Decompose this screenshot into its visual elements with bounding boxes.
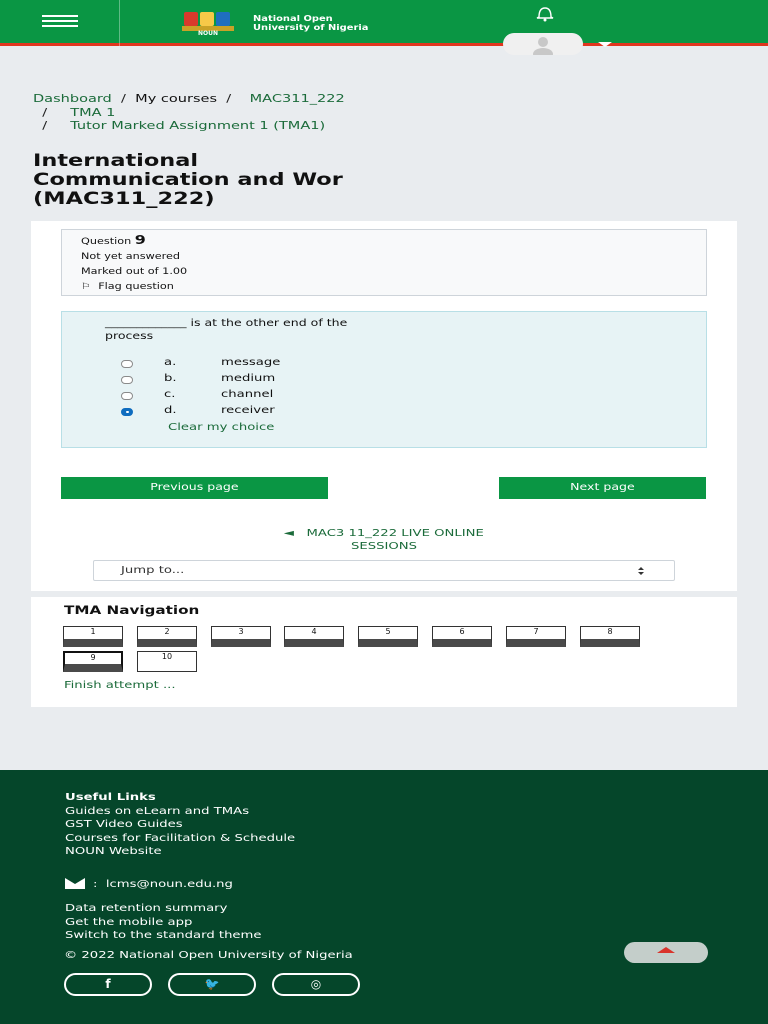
previous-activity-link[interactable] <box>31 527 737 553</box>
footer-link-label: NOUN Website <box>65 846 162 857</box>
breadcrumb-separator: / <box>42 119 48 132</box>
clear-choice-label: Clear my choice <box>168 422 275 433</box>
email-link[interactable]: lcms@noun.edu.ng <box>105 878 233 890</box>
footer-link-label: Data retention summary <box>65 903 228 914</box>
footer <box>0 770 768 1024</box>
question-prompt-line-1: _____________ is at the other end of the <box>105 318 348 329</box>
breadcrumb-tma[interactable]: TMA 1 <box>70 105 116 119</box>
chevron-down-icon[interactable] <box>598 42 612 47</box>
footer-link[interactable] <box>65 845 239 859</box>
page-title-line-1: International <box>33 151 199 171</box>
page-title-line-3: (MAC311_222) <box>33 189 215 209</box>
flag-question-label: Flag question <box>98 282 174 292</box>
facebook-icon[interactable]: f <box>64 973 152 996</box>
question-text-panel <box>61 311 707 448</box>
next-page-label: Next page <box>570 482 635 493</box>
user-avatar-icon[interactable] <box>503 33 583 55</box>
brand-name <box>253 14 369 32</box>
footer-link[interactable] <box>65 818 239 832</box>
footer-link-label: Courses for Facilitation & Schedule <box>65 832 296 844</box>
question-nav-button-current[interactable]: 9 <box>63 651 123 672</box>
next-page-button[interactable] <box>499 477 706 499</box>
previous-activity-line-2: SESSIONS <box>350 541 418 552</box>
footer-link[interactable] <box>65 832 296 846</box>
logo-text: NOUN <box>197 30 219 36</box>
finish-attempt-link[interactable] <box>64 680 176 691</box>
brand-line-2: University of Nigeria <box>253 23 369 32</box>
answer-letter: a. <box>164 357 177 368</box>
useful-links-heading: Useful Links <box>65 792 156 803</box>
clear-choice-link[interactable] <box>168 422 275 433</box>
footer-link[interactable] <box>65 916 214 930</box>
hamburger-icon[interactable] <box>42 15 78 29</box>
brand-line-1: National Open <box>253 14 333 23</box>
question-nav-button[interactable]: 4 <box>284 626 344 647</box>
footer-link[interactable] <box>65 805 250 819</box>
footer-link-label: GST Video Guides <box>65 819 183 830</box>
breadcrumb <box>33 92 345 133</box>
noun-logo[interactable] <box>178 10 238 36</box>
instagram-icon[interactable]: ◎ <box>272 973 360 996</box>
bell-icon[interactable] <box>527 4 563 22</box>
question-nav-button[interactable]: 10 <box>137 651 197 672</box>
question-nav-button[interactable]: 2 <box>137 626 197 647</box>
question-prompt <box>105 317 665 343</box>
breadcrumb-course[interactable]: MAC311_222 <box>249 92 345 105</box>
radio-button[interactable] <box>121 392 133 400</box>
question-nav-button[interactable]: 3 <box>211 626 271 647</box>
question-info <box>61 229 707 296</box>
answer-text: message <box>221 357 281 368</box>
select-arrows-icon <box>636 566 646 576</box>
top-navbar <box>0 0 768 46</box>
question-nav-button[interactable]: 8 <box>580 626 640 647</box>
breadcrumb-separator: / <box>226 92 232 105</box>
jump-to-select[interactable] <box>93 560 675 581</box>
answer-letter: d. <box>164 405 177 416</box>
question-number: 9 <box>134 233 146 247</box>
navbar-divider <box>119 0 120 46</box>
footer-link-label: Get the mobile app <box>65 916 193 928</box>
finish-attempt-label: Finish attempt ... <box>64 680 176 691</box>
flag-icon: ⚐ <box>81 282 92 292</box>
footer-link[interactable] <box>65 929 262 943</box>
footer-link-label: Switch to the standard theme <box>65 930 262 941</box>
breadcrumb-my-courses[interactable]: My courses <box>135 92 218 105</box>
tma-navigation-block <box>31 597 737 707</box>
jump-to-value: Jump to... <box>121 565 185 576</box>
breadcrumb-separator: / <box>121 92 126 105</box>
previous-page-label: Previous page <box>150 482 239 493</box>
page-title <box>33 151 343 209</box>
back-arrow-icon: ◄ <box>283 528 295 539</box>
answer-text: receiver <box>221 405 275 416</box>
contact-email <box>65 878 233 890</box>
tma-navigation-title-text: TMA Navigation <box>64 603 200 617</box>
footer-link[interactable] <box>65 902 228 916</box>
answer-letter: c. <box>164 389 176 400</box>
radio-button-selected[interactable] <box>121 408 133 416</box>
question-status: Not yet answered <box>81 252 181 262</box>
twitter-icon[interactable]: 🐦 <box>168 973 256 996</box>
breadcrumb-assignment[interactable]: Tutor Marked Assignment 1 (TMA1) <box>70 119 326 132</box>
flag-question-link[interactable] <box>81 280 706 295</box>
question-nav-button[interactable]: 1 <box>63 626 123 647</box>
footer-link-label: Guides on eLearn and TMAs <box>65 805 250 817</box>
previous-activity-line-1: MAC3 11_222 LIVE ONLINE <box>306 528 485 539</box>
question-prompt-line-2: process <box>105 331 154 342</box>
back-to-top-button[interactable] <box>624 942 708 963</box>
footer-secondary-links <box>65 902 262 943</box>
radio-button[interactable] <box>121 360 133 368</box>
email-label: : <box>93 878 98 890</box>
question-card <box>31 221 737 591</box>
breadcrumb-dashboard[interactable]: Dashboard <box>33 92 112 105</box>
question-nav-button[interactable]: 6 <box>432 626 492 647</box>
copyright-text: © 2022 National Open University of Nigeria <box>64 950 353 961</box>
tma-navigation-title <box>64 603 200 617</box>
page-title-line-2: Communication and Wor <box>33 170 343 190</box>
answer-letter: b. <box>164 373 177 384</box>
answer-text: channel <box>221 389 274 400</box>
question-nav-button[interactable]: 5 <box>358 626 418 647</box>
previous-page-button[interactable] <box>61 477 328 499</box>
question-label: Question <box>81 237 132 247</box>
question-marks: Marked out of 1.00 <box>81 267 188 277</box>
breadcrumb-separator: / <box>42 105 48 119</box>
useful-links <box>65 791 296 859</box>
envelope-icon <box>65 878 85 889</box>
copyright <box>64 950 353 961</box>
question-nav-button[interactable]: 7 <box>506 626 566 647</box>
answer-text: medium <box>221 373 276 384</box>
radio-button[interactable] <box>121 376 133 384</box>
